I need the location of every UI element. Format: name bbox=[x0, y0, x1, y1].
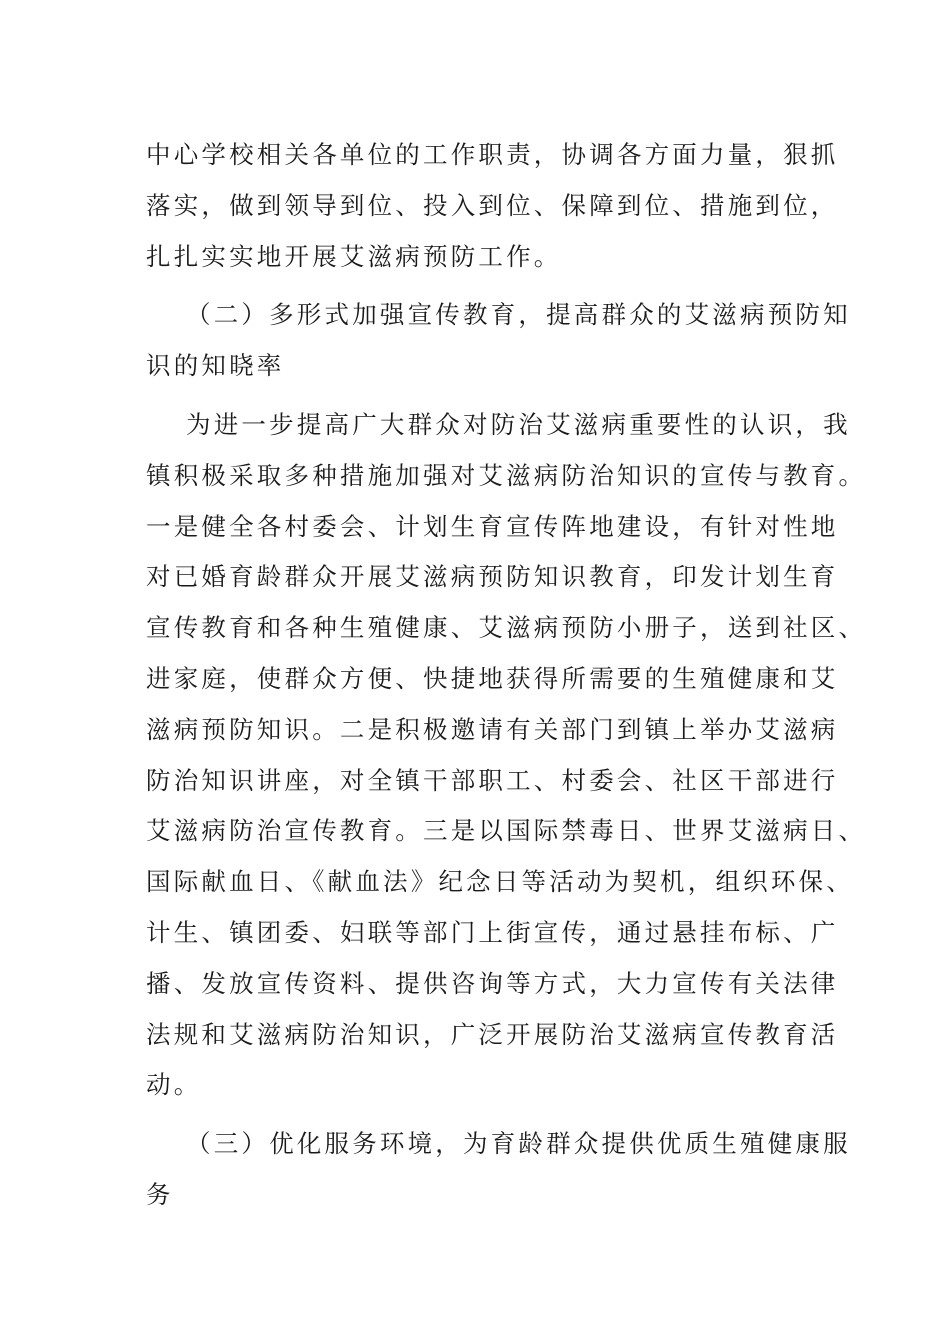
paragraph-gap bbox=[146, 392, 806, 400]
text-line: 国际献血日、《献血法》纪念日等活动为契机，组织环保、 bbox=[146, 867, 854, 897]
paragraph-gap bbox=[146, 1111, 806, 1119]
text-line: 一是健全各村委会、计划生育宣传阵地建设，有针对性地 bbox=[146, 511, 839, 541]
text-line: 进家庭，使群众方便、快捷地获得所需要的生殖健康和艾 bbox=[146, 663, 839, 693]
section-heading: （三）优化服务环境，为育龄群众提供优质生殖健康服 bbox=[186, 1129, 851, 1159]
text-line: 为进一步提高广大群众对防治艾滋病重要性的认识，我 bbox=[186, 409, 851, 439]
text-line: 动。 bbox=[146, 1070, 202, 1100]
text-line: 计生、镇团委、妇联等部门上街宣传，通过悬挂布标、广 bbox=[146, 917, 839, 947]
text-line: 艾滋病防治宣传教育。三是以国际禁毒日、世界艾滋病日、 bbox=[146, 816, 867, 846]
section-heading: （二）多形式加强宣传教育，提高群众的艾滋病预防知 bbox=[186, 300, 851, 330]
document-body bbox=[146, 130, 867, 1221]
paragraph-gap bbox=[146, 282, 806, 290]
text-line: 宣传教育和各种生殖健康、艾滋病预防小册子，送到社区、 bbox=[146, 613, 867, 643]
text-line: 防治知识讲座，对全镇干部职工、村委会、社区干部进行 bbox=[146, 765, 839, 795]
text-line: 镇积极采取多种措施加强对艾滋病防治知识的宣传与教育。 bbox=[146, 460, 867, 490]
text-line: 落实，做到领导到位、投入到位、保障到位、措施到位， bbox=[146, 190, 839, 220]
text-line: 滋病预防知识。二是积极邀请有关部门到镇上举办艾滋病 bbox=[146, 714, 839, 744]
text-line: 播、发放宣传资料、提供咨询等方式，大力宣传有关法律 bbox=[146, 968, 839, 998]
text-line: 法规和艾滋病防治知识，广泛开展防治艾滋病宣传教育活 bbox=[146, 1019, 839, 1049]
text-line: 对已婚育龄群众开展艾滋病预防知识教育，印发计划生育 bbox=[146, 562, 839, 592]
text-line: 扎扎实实地开展艾滋病预防工作。 bbox=[146, 241, 562, 271]
section-heading-continued: 务 bbox=[146, 1179, 174, 1209]
text-line: 中心学校相关各单位的工作职责，协调各方面力量，狠抓 bbox=[146, 140, 839, 169]
section-heading-continued: 识的知晓率 bbox=[146, 351, 285, 381]
